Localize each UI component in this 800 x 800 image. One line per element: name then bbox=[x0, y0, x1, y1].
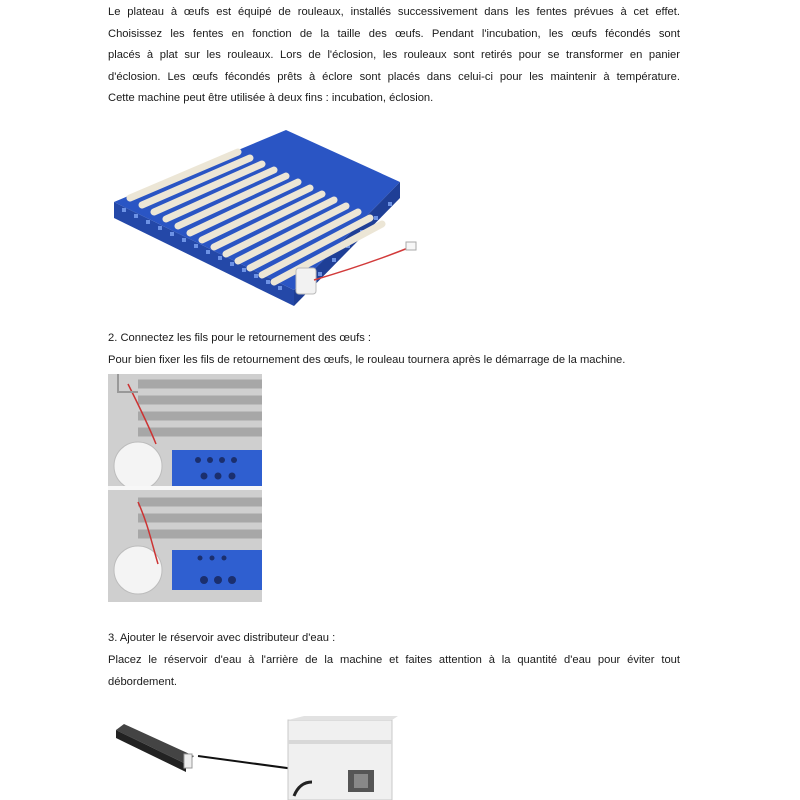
intro-line-2: Choisissez les fentes en fonction de la taille des œufs. Pendant l'incubation, les œufs fécondés sont bbox=[108, 27, 680, 40]
water-reservoir-image bbox=[108, 716, 398, 800]
section-2-heading: 2. Connectez les fils pour le retournement des œufs : bbox=[108, 332, 372, 344]
wire-connection-image bbox=[108, 374, 262, 602]
intro-paragraph bbox=[108, 2, 680, 110]
section-2-text: Pour bien fixer les fils de retournement des œufs, le rouleau tournera après le démarrage de la machine. bbox=[108, 354, 626, 366]
intro-line-3: placés à plat sur les rouleaux. Lors de l'éclosion, les rouleaux sont retirés pour se transformer en panier bbox=[108, 49, 680, 61]
section-3-heading: 3. Ajouter le réservoir avec distributeur d'eau : bbox=[108, 632, 336, 644]
section-3-paragraph bbox=[108, 650, 680, 693]
intro-line-4: d'éclosion. Les œufs fécondés prêts à éclore sont placés dans celui-ci pour les maintenir à température. bbox=[108, 70, 680, 83]
intro-line-5: Cette machine peut être utilisée à deux fins : incubation, éclosion. bbox=[108, 92, 434, 104]
intro-line-1: Le plateau à œufs est équipé de rouleaux, installés successivement dans les fentes prévues à cet effet. bbox=[108, 6, 680, 18]
section-3-line-1: Placez le réservoir d'eau à l'arrière de la machine et faites attention à la quantité d'eau pour éviter tout bbox=[108, 654, 680, 666]
egg-tray-image bbox=[108, 120, 428, 320]
section-3-line-2: débordement. bbox=[108, 675, 178, 688]
